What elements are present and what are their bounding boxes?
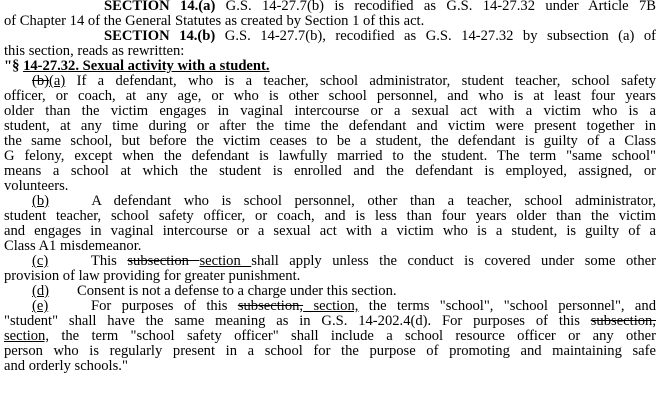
para-a-struck-label: (b) bbox=[32, 73, 50, 89]
para-c-pre: This bbox=[90, 253, 128, 269]
section-14a-line-1 bbox=[4, 0, 656, 14]
para-c-post: shall apply unless the conduct is covered under some other bbox=[251, 253, 656, 269]
statute-title bbox=[4, 59, 656, 74]
para-e-l3-inserted: section, bbox=[4, 328, 49, 344]
para-b-line: Class A1 misdemeanor. bbox=[4, 238, 142, 254]
statute-title-prefix: "§ bbox=[4, 58, 24, 74]
para-d-line bbox=[4, 284, 656, 299]
statute-title-text: 14-27.32. Sexual activity with a student. bbox=[23, 58, 270, 74]
para-a-line: volunteers. bbox=[4, 178, 69, 194]
para-e-struck: subsection, bbox=[237, 298, 304, 314]
para-b-label: (b) bbox=[32, 193, 50, 209]
section-14b-heading: SECTION 14.(b) bbox=[104, 28, 216, 44]
para-e-l2-struck: subsection, bbox=[590, 313, 656, 329]
para-a-text: If a defendant, who is a teacher, school administrator, student teacher, school safety bbox=[76, 73, 656, 89]
para-e-line-3 bbox=[4, 329, 656, 344]
para-a-line: the same school, but before the victim ceases to be a student, the defendant is guilty of a Class bbox=[4, 133, 656, 149]
section-14a-text: G.S. 14-27.7(b) is recodified as G.S. 14-27.32 under Article 7B bbox=[225, 0, 657, 14]
para-e-line-4: person who is regularly present in a school for the purpose of promoting and maintaining safe bbox=[4, 343, 656, 359]
section-14b-text: G.S. 14-27.7(b), recodified as G.S. 14-27.32 by subsection (a) of bbox=[224, 28, 656, 44]
para-e-l3-text: the term "school safety officer" shall include a school resource officer or any other bbox=[49, 328, 656, 344]
para-c-label: (c) bbox=[32, 253, 49, 269]
para-a-line-1 bbox=[4, 74, 656, 89]
para-a-line: student, at any time during or after the time the defendant and victim were present together in bbox=[4, 118, 656, 134]
para-a-line: older than the victim engages in vaginal intercourse or a sexual act with a victim who is a bbox=[4, 103, 656, 119]
section-14b-line-1 bbox=[4, 29, 656, 44]
para-e-line-2 bbox=[4, 314, 656, 329]
para-c-line-2: provision of law providing for greater punishment. bbox=[4, 268, 301, 284]
para-e-inserted: section, bbox=[303, 298, 359, 314]
para-a-line: means a school at which the student is enrolled and the defendant is employed, assigned, or bbox=[4, 163, 656, 179]
para-b-line: student teacher, school safety officer, or coach, and is less than four years older than the victim bbox=[4, 208, 656, 224]
para-e-l2-text: "student" shall have the same meaning as in G.S. 14-202.4(d). For purposes of this bbox=[4, 313, 591, 329]
para-b-text: A defendant who is school personnel, other than a teacher, school administrator, bbox=[91, 193, 656, 209]
para-c-line-1 bbox=[4, 254, 656, 269]
section-14a-line-2: of Chapter 14 of the General Statutes as created by Section 1 of this act. bbox=[4, 13, 425, 29]
para-c-struck: subsection bbox=[127, 253, 200, 269]
para-d-label: (d) bbox=[32, 283, 50, 299]
para-a-line: G felony, except when the defendant is lawfully married to the student. The term "same school" bbox=[4, 148, 656, 164]
para-c-inserted: section bbox=[199, 253, 252, 269]
para-e-line-1 bbox=[4, 299, 656, 314]
para-c-text bbox=[91, 253, 656, 269]
para-d-text: Consent is not a defense to a charge under this section. bbox=[77, 283, 397, 299]
para-a-label: (a) bbox=[49, 73, 66, 89]
para-e-pre: For purposes of this bbox=[90, 298, 238, 314]
section-14b-line-2: this section, reads as rewritten: bbox=[4, 43, 185, 59]
para-a-line: officer, or coach, at any age, or who is other school personnel, and who is at least four years bbox=[4, 88, 656, 104]
para-e-post: the terms "school", "school personnel", and bbox=[358, 298, 657, 314]
para-e-label: (e) bbox=[32, 298, 49, 314]
para-b-line-1 bbox=[4, 194, 656, 209]
para-b-line: and engages in vaginal intercourse or a sexual act with a victim who is a student, is guilty of a bbox=[4, 223, 656, 239]
para-e-line-5: and orderly schools." bbox=[4, 358, 128, 374]
section-14a-heading: SECTION 14.(a) bbox=[104, 0, 216, 14]
para-e-text bbox=[91, 298, 656, 314]
document-body bbox=[4, 0, 656, 374]
